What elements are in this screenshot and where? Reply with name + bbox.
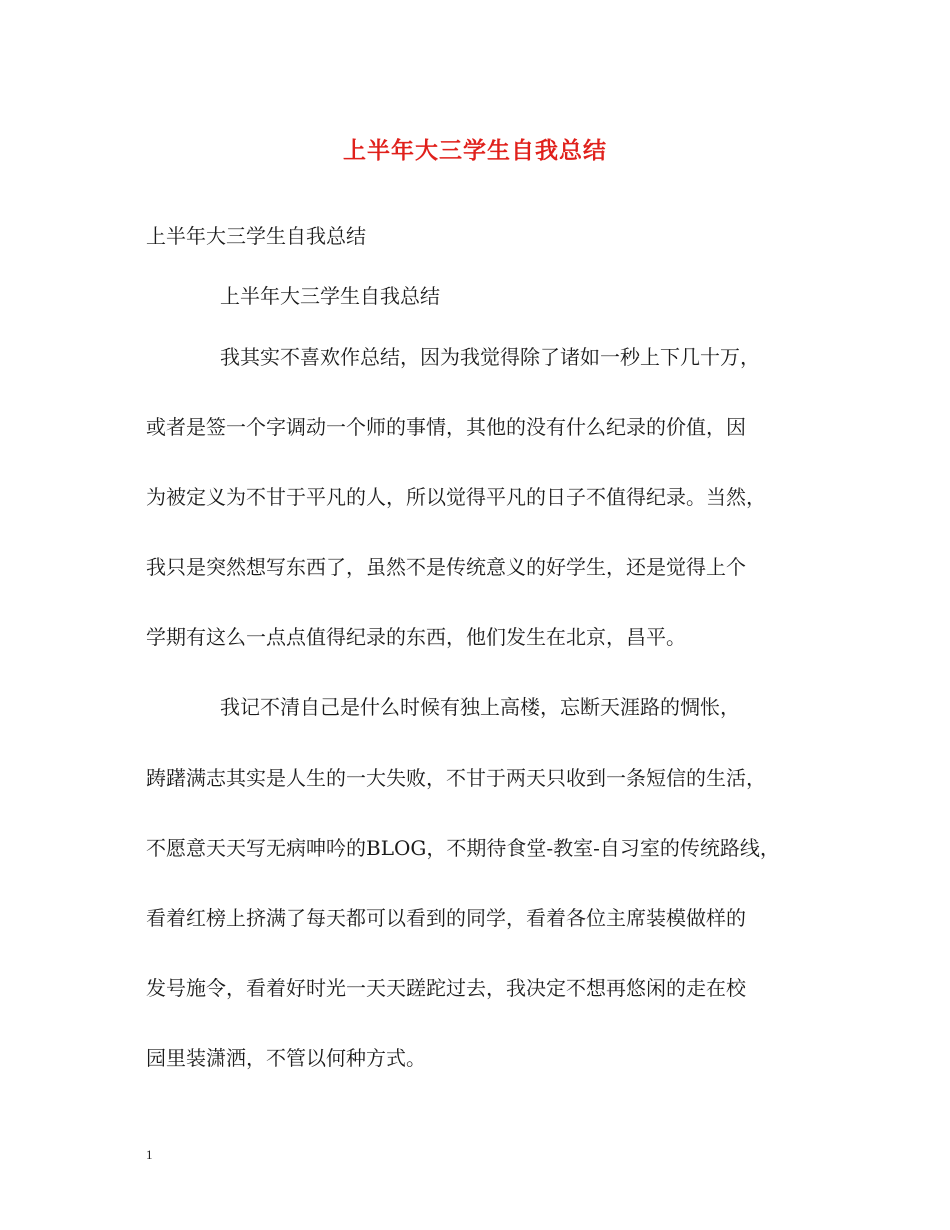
paragraph-1-line-5: 学期有这么一点点值得纪录的东西，他们发生在北京，昌平。 bbox=[146, 625, 686, 649]
subtitle-indented-line: 上半年大三学生自我总结 bbox=[220, 284, 440, 308]
paragraph-1-line-4: 我只是突然想写东西了，虽然不是传统意义的好学生，还是觉得上个 bbox=[146, 555, 746, 579]
paragraph-2-line-6: 园里装潇洒，不管以何种方式。 bbox=[146, 1046, 426, 1070]
paragraph-2-line-3: 不愿意天天写无病呻吟的BLOG，不期待食堂-教室-自习室的传统路线， bbox=[146, 836, 780, 860]
paragraph-2-line-1: 我记不清自己是什么时候有独上高楼，忘断天涯路的惆怅， bbox=[220, 695, 740, 719]
paragraph-2-line-5: 发号施令，看着好时光一天天蹉跎过去，我决定不想再悠闲的走在校 bbox=[146, 976, 746, 1000]
paragraph-1-line-3: 为被定义为不甘于平凡的人，所以觉得平凡的日子不值得纪录。当然， bbox=[146, 485, 766, 509]
subtitle-line: 上半年大三学生自我总结 bbox=[146, 224, 366, 248]
paragraph-1-line-1: 我其实不喜欢作总结，因为我觉得除了诸如一秒上下几十万， bbox=[220, 345, 760, 369]
paragraph-2-line-4: 看着红榜上挤满了每天都可以看到的同学，看着各位主席装模做样的 bbox=[146, 906, 746, 930]
page-number: 1 bbox=[146, 1147, 153, 1162]
paragraph-1-line-2: 或者是签一个字调动一个师的事情，其他的没有什么纪录的价值，因 bbox=[146, 415, 746, 439]
document-title: 上半年大三学生自我总结 bbox=[343, 137, 607, 164]
paragraph-2-line-2: 踌躇满志其实是人生的一大失败，不甘于两天只收到一条短信的生活， bbox=[146, 766, 766, 790]
